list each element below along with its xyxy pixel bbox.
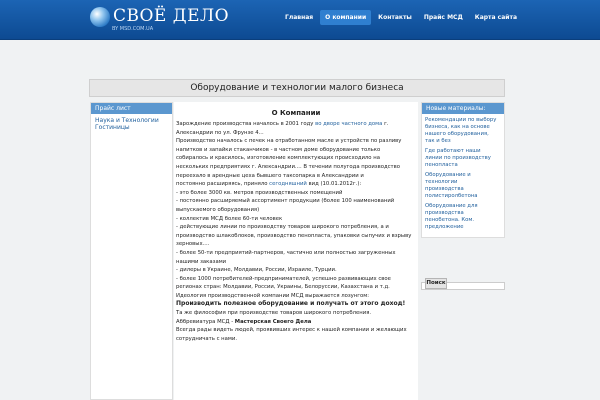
link-line[interactable]: пенопласта bbox=[425, 162, 458, 168]
abbreviation-meaning: Мастерская Своего Дела bbox=[234, 318, 312, 325]
content-paragraph: собиралось и красилось, изготовление комплектующих происходило на bbox=[176, 155, 380, 162]
content-paragraph: Та же философия при производстве товаров широкого потребления. bbox=[176, 310, 372, 317]
main-nav bbox=[280, 10, 524, 25]
site-header bbox=[0, 0, 600, 40]
search-area bbox=[421, 275, 505, 294]
main-content bbox=[174, 102, 418, 400]
link-line[interactable]: Где работают наши bbox=[425, 148, 481, 154]
content-paragraph: Производство началось с печек на отработанном масле и устройств по разливу bbox=[176, 138, 402, 145]
nav-item-home[interactable]: Главная bbox=[285, 14, 314, 21]
news-link-business-choice[interactable] bbox=[425, 117, 501, 145]
content-paragraph: - дилеры в Украине, Молдавии, России, Израиле, Турции. bbox=[176, 267, 337, 274]
content-paragraph: - более 50-ти предприятий-партнеров, частично или полностью загруженных bbox=[176, 249, 396, 256]
link-line[interactable]: технологии bbox=[425, 179, 458, 185]
content-paragraph: Идеология производственной компании МСД выражается лозунгом: bbox=[176, 292, 370, 299]
content-paragraph: - действующие линии по производству товаров широкого потребления, а и bbox=[176, 224, 389, 231]
nav-item-about[interactable]: О компании bbox=[320, 10, 371, 25]
content-paragraph: Александрии по ул. Фрунзе 4... bbox=[176, 129, 264, 136]
content-paragraph: производство шлакоблоков, производство пенопласта, упаковки сыпучих и взрыву bbox=[176, 232, 412, 239]
nav-item-sitemap[interactable]: Карта сайта bbox=[474, 14, 517, 21]
content-paragraph: нескольких предприятиях г. Александрии.... В течении полугода производство bbox=[176, 163, 400, 170]
content-heading: О Компании bbox=[271, 109, 321, 117]
content-paragraph bbox=[176, 180, 416, 189]
nav-item-price[interactable]: Прайс МСД bbox=[423, 14, 463, 21]
link-line[interactable]: предложение bbox=[425, 224, 464, 230]
text-span: Аббревиатура МСД - bbox=[176, 318, 235, 325]
sidebar-link-science[interactable]: Наука и Технологии bbox=[95, 117, 159, 124]
new-materials-heading: Новые материалы: bbox=[422, 103, 504, 114]
left-sidebar bbox=[90, 102, 173, 400]
link-line[interactable]: пенобетона. Ком. bbox=[425, 217, 475, 223]
link-today[interactable]: сегодняшний bbox=[269, 181, 307, 188]
link-line[interactable]: Рекомендации по выбору bbox=[425, 117, 497, 123]
link-yard[interactable]: во дворе bbox=[315, 121, 340, 127]
text-span: постоянно расширяясь, приняло bbox=[176, 181, 270, 188]
content-paragraph: - это более 3000 кв. метров производственных помещений bbox=[176, 189, 343, 196]
content-paragraph bbox=[176, 120, 416, 129]
link-line[interactable]: производства bbox=[425, 210, 464, 216]
site-logo-subtitle: BY MSD.COM.UA bbox=[112, 26, 154, 32]
search-button[interactable]: Поиск bbox=[425, 278, 447, 289]
sidebar-link-hotels[interactable]: Гостиницы bbox=[95, 124, 130, 131]
content-paragraph: регионах стран: Молдавии, России, Украины, Белоруссии, Казахстана и т.д. bbox=[176, 284, 390, 291]
content-paragraph: выпускаемого оборудования) bbox=[176, 206, 260, 213]
site-logo-title[interactable]: СВОЁ ДЕЛО bbox=[113, 6, 230, 26]
page-title: Оборудование и технологии малого бизнеса bbox=[89, 79, 505, 97]
globe-logo-icon[interactable] bbox=[90, 7, 110, 27]
content-paragraph: переехало в арендные цеха бывшего таксопарка в Александрии и bbox=[176, 172, 364, 179]
text-span: вид (10.01.2012г.): bbox=[306, 181, 362, 188]
content-paragraph: сотрудничать с нами. bbox=[176, 335, 237, 342]
text-span: г. bbox=[382, 121, 389, 127]
news-link-polystyrene-concrete[interactable] bbox=[425, 172, 501, 200]
link-line[interactable]: бизнеса, как на основе bbox=[425, 124, 490, 130]
link-line[interactable]: полистиролбетона bbox=[425, 193, 478, 199]
news-link-foam-concrete[interactable] bbox=[425, 203, 501, 231]
news-link-foam-lines[interactable] bbox=[425, 148, 501, 169]
text-span: Зарождение производства началось в 2001 году bbox=[176, 121, 316, 127]
content-paragraph: - более 1000 потребителей-предпринимателей, успешно развивающих свое bbox=[176, 275, 391, 282]
right-sidebar bbox=[421, 102, 505, 400]
nav-item-contacts[interactable]: Контакты bbox=[378, 14, 412, 21]
sidebar-heading[interactable]: Прайс лист bbox=[91, 103, 172, 114]
sidebar-links bbox=[91, 114, 172, 134]
company-slogan: Производить полезное оборудование и получать от этого доход! bbox=[176, 300, 406, 308]
content-paragraph: Всегда рады видеть людей, проявивших интерес к нашей компании и желающих bbox=[176, 327, 407, 334]
link-line[interactable]: Оборудование для bbox=[425, 203, 478, 209]
link-line[interactable]: нашего оборудования, bbox=[425, 131, 489, 137]
new-materials-box bbox=[421, 102, 505, 238]
new-materials-list bbox=[422, 114, 504, 237]
link-line[interactable]: производства bbox=[425, 186, 464, 192]
link-line[interactable]: так и без bbox=[425, 138, 451, 144]
content-paragraph: - коллектив МСД более 60-ти человек bbox=[176, 215, 283, 222]
content-paragraph: зерновых.... bbox=[176, 241, 210, 248]
link-line[interactable]: линии по производству bbox=[425, 155, 491, 161]
content-paragraph: - постоянно расширяемый ассортимент продукции (более 100 наименований bbox=[176, 198, 395, 205]
link-private-house[interactable]: частного дома bbox=[341, 121, 383, 127]
content-paragraph: нашими заказами bbox=[176, 258, 227, 265]
content-paragraph: напитков и запайки стаканчиков - в частном доме оборудование только bbox=[176, 146, 381, 153]
content-paragraph bbox=[176, 318, 416, 327]
link-line[interactable]: Оборудование и bbox=[425, 172, 471, 178]
